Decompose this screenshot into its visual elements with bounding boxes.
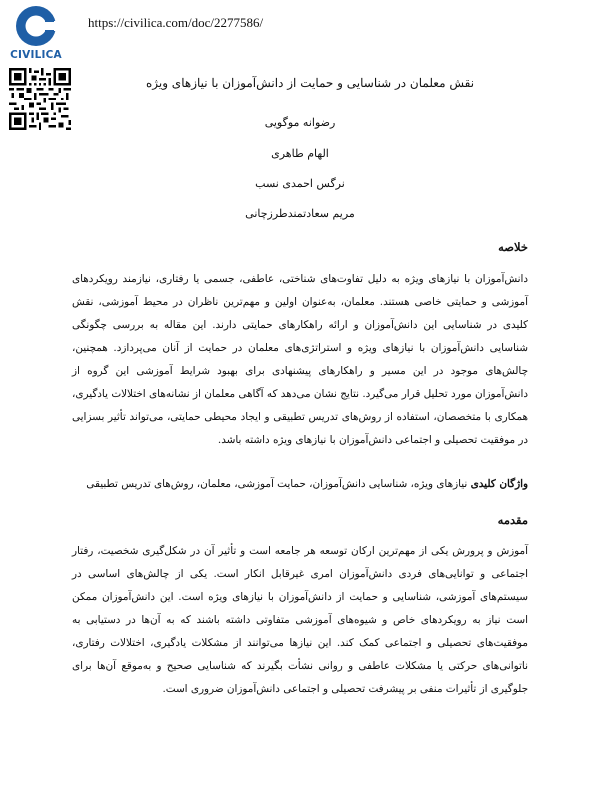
civilica-c-logo-icon <box>10 4 62 48</box>
paper-title: نقش معلمان در شناسایی و حمایت از دانش‌آموزان با نیازهای ویژه <box>145 76 475 90</box>
qr-code-icon <box>9 68 71 130</box>
keywords-label: واژگان کلیدی <box>470 478 528 490</box>
abstract-heading: خلاصه <box>498 240 528 254</box>
author-3: نرگس احمدی نسب <box>255 177 345 190</box>
author-4: مریم سعادتمندطرزچانی <box>245 207 355 220</box>
introduction-heading: مقدمه <box>497 513 528 527</box>
keywords <box>72 478 528 490</box>
author-2: الهام طاهری <box>271 147 329 160</box>
keywords-text: نیازهای ویژه، شناسایی دانش‌آموزان، حمایت آموزشی، معلمان، روش‌های تدریس تطبیقی <box>86 478 468 490</box>
introduction-text: آموزش و پرورش یکی از مهم‌ترین ارکان توسعه هر جامعه است و تأثیر آن در شکل‌گیری شخصیت، رفتار اجتماعی و توانایی‌های فردی دانش‌آموزان امری غیرقابل انکار است. یکی از چالش‌های اساسی در سیستم‌های آموزشی، شناسایی و حمایت از دانش‌آموزان با نیازهای ویژه است. این دانش‌آموزان ممکن است نیاز به رویکردهای خاص و شیوه‌های آموزشی متفاوتی داشته باشند که به آن‌ها در دستیابی به موفقیت‌های تحصیلی و اجتماعی کمک کند. این نیازها می‌توانند از مشکلات یادگیری، اختلالات رفتاری، ناتوانی‌های حرکتی یا مشکلات عاطفی و روانی نشأت بگیرند که شناسایی صحیح و به‌موقع آن‌ها برای جلوگیری از تأثیرات منفی بر پیشرفت تحصیلی و اجتماعی دانش‌آموزان ضروری است. <box>72 545 528 695</box>
civilica-logo[interactable] <box>4 4 68 62</box>
logo-text: CIVILICA <box>10 49 62 61</box>
abstract-text: دانش‌آموزان با نیازهای ویژه به دلیل تفاوت‌های شناختی، عاطفی، جسمی یا رفتاری، نیازمند رویکردهای آموزشی و حمایتی خاصی هستند. معلمان، به‌عنوان اولین و مهم‌ترین ناظران در محیط آموزشی، نقش کلیدی در شناسایی این دانش‌آموزان و ارائه راهکارهای حمایتی دارند. این مقاله به بررسی چگونگی شناسایی دانش‌آموزان با نیازهای ویژه و استراتژی‌های معلمان در حمایت از آنان می‌پردازد. همچنین، چالش‌های موجود در این مسیر و راهکارهای پیشنهادی برای بهبود شرایط آموزشی این گروه از دانش‌آموزان مورد تحلیل قرار می‌گیرد. نتایج نشان می‌دهد که آگاهی معلمان از نشانه‌های اختلالات یادگیری، همکاری با متخصصان، استفاده از روش‌های تدریس تطبیقی و ایجاد محیطی حمایتی، می‌تواند تأثیر بسزایی در موفقیت تحصیلی و اجتماعی دانش‌آموزان با نیازهای ویژه داشته باشد. <box>72 273 528 446</box>
document-url[interactable]: https://civilica.com/doc/2277586/ <box>88 15 264 30</box>
author-1: رضوانه موگویی <box>264 116 336 129</box>
